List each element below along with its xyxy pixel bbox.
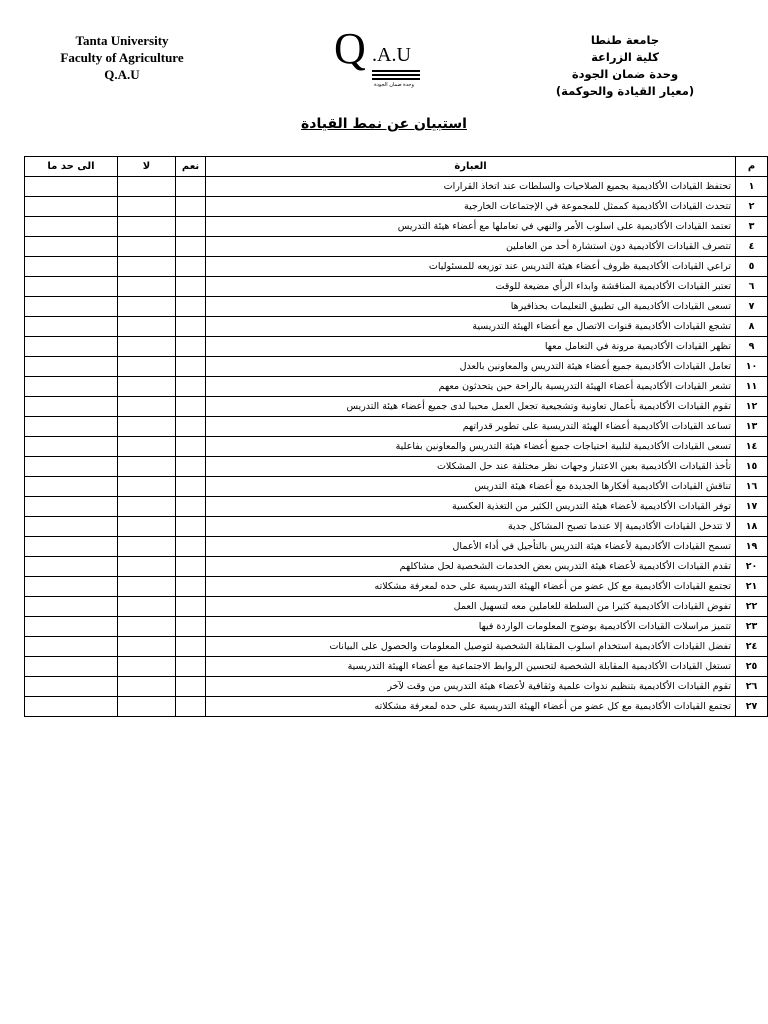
answer-somewhat-cell[interactable] [25, 237, 118, 257]
table-row [25, 337, 768, 357]
logo-q-letter: Q [334, 24, 366, 73]
answer-no-cell[interactable] [118, 257, 176, 277]
answer-yes-cell[interactable] [176, 417, 206, 437]
table-row [25, 677, 768, 697]
row-statement: تساعد القيادات الأكاديمية أعضاء الهيئة التدريسية على تطوير قدراتهم [206, 417, 736, 437]
row-statement: تسعى القيادات الأكاديمية الى تطبيق التعليمات بحذافيرها [206, 297, 736, 317]
logo-au-letters: .A.U [372, 44, 411, 66]
row-statement: تقدم القيادات الأكاديمية لأعضاء هيئة التدريس بعض الخدمات الشخصية لحل مشاكلهم [206, 557, 736, 577]
answer-somewhat-cell[interactable] [25, 257, 118, 277]
table-row [25, 617, 768, 637]
answer-no-cell[interactable] [118, 377, 176, 397]
university-name-ar: جامعة طنطا [590, 33, 660, 47]
row-statement: تظهر القيادات الأكاديمية مرونة في التعامل معها [206, 337, 736, 357]
table-row [25, 317, 768, 337]
answer-no-cell[interactable] [118, 677, 176, 697]
row-statement: تعتبر القيادات الأكاديمية المناقشة وابداء الرأي مضيعة للوقت [206, 277, 736, 297]
header-no: لا [118, 157, 176, 177]
answer-yes-cell[interactable] [176, 497, 206, 517]
table-row [25, 557, 768, 577]
answer-no-cell[interactable] [118, 617, 176, 637]
answer-no-cell[interactable] [118, 597, 176, 617]
row-statement: تتحدث القيادات الأكاديمية كممثل للمجموعة في الإجتماعات الخارجية [206, 197, 736, 217]
answer-somewhat-cell[interactable] [25, 617, 118, 637]
answer-yes-cell[interactable] [176, 657, 206, 677]
header-num: م [736, 157, 768, 177]
logo-rule-2 [372, 74, 420, 76]
row-statement: تعامل القيادات الأكاديمية جميع أعضاء هيئة التدريس والمعاونين بالعدل [206, 357, 736, 377]
answer-no-cell[interactable] [118, 197, 176, 217]
answer-yes-cell[interactable] [176, 357, 206, 377]
answer-no-cell[interactable] [118, 537, 176, 557]
answer-yes-cell[interactable] [176, 397, 206, 417]
table-row [25, 257, 768, 277]
row-number: ٢٠ [736, 557, 768, 577]
row-statement: تتصرف القيادات الأكاديمية دون استشارة أحد من العاملين [206, 237, 736, 257]
table-row [25, 537, 768, 557]
table-row [25, 197, 768, 217]
table-row [25, 177, 768, 197]
answer-somewhat-cell[interactable] [25, 217, 118, 237]
answer-no-cell[interactable] [118, 637, 176, 657]
answer-yes-cell[interactable] [176, 457, 206, 477]
table-row [25, 417, 768, 437]
table-row [25, 297, 768, 317]
row-statement: تفضل القيادات الأكاديمية استخدام اسلوب المقابلة الشخصية لتوصيل المعلومات والحصول على البيانات [206, 637, 736, 657]
row-statement: لا تتدخل القيادات الأكاديمية إلا عندما تصبح المشاكل جدية [206, 517, 736, 537]
answer-somewhat-cell[interactable] [25, 277, 118, 297]
answer-somewhat-cell[interactable] [25, 437, 118, 457]
row-statement: تقوم القيادات الأكاديمية بأعمال تعاونية وتشجيعية تجعل العمل محببا لدى جميع أعضاء هيئة التدريس [206, 397, 736, 417]
answer-somewhat-cell[interactable] [25, 337, 118, 357]
standard-name-ar: (معيار القيادة والحوكمة) [555, 84, 695, 98]
row-number: ١٠ [736, 357, 768, 377]
row-number: ٢٣ [736, 617, 768, 637]
table-row [25, 577, 768, 597]
row-statement: تناقش القيادات الأكاديمية أفكارها الجديدة مع أعضاء هيئة التدريس [206, 477, 736, 497]
answer-somewhat-cell[interactable] [25, 597, 118, 617]
answer-no-cell[interactable] [118, 577, 176, 597]
table-row [25, 517, 768, 537]
answer-yes-cell[interactable] [176, 237, 206, 257]
answer-no-cell[interactable] [118, 397, 176, 417]
logo-rule-1 [372, 70, 420, 72]
answer-somewhat-cell[interactable] [25, 657, 118, 677]
row-statement: تسمح القيادات الأكاديمية لأعضاء هيئة التدريس بالتأجيل في أداء الأعمال [206, 537, 736, 557]
answer-no-cell[interactable] [118, 657, 176, 677]
row-statement: توفر القيادات الأكاديمية لأعضاء هيئة التدريس الكثير من التغذية العكسية [206, 497, 736, 517]
header-statement: العبارة [206, 157, 736, 177]
university-header-ar [550, 32, 700, 100]
row-number: ٤ [736, 237, 768, 257]
table-row [25, 497, 768, 517]
row-number: ١٥ [736, 457, 768, 477]
answer-somewhat-cell[interactable] [25, 457, 118, 477]
answer-yes-cell[interactable] [176, 437, 206, 457]
faculty-name-en: Faculty of Agriculture [60, 50, 184, 65]
row-number: ١ [736, 177, 768, 197]
answer-yes-cell[interactable] [176, 557, 206, 577]
row-statement: تتميز مراسلات القيادات الأكاديمية بوضوح المعلومات الواردة فيها [206, 617, 736, 637]
answer-yes-cell[interactable] [176, 337, 206, 357]
row-number: ٧ [736, 297, 768, 317]
header-yes: نعم [176, 157, 206, 177]
answer-somewhat-cell[interactable] [25, 517, 118, 537]
answer-somewhat-cell[interactable] [25, 177, 118, 197]
row-number: ٢٥ [736, 657, 768, 677]
survey-table [24, 156, 768, 717]
answer-no-cell[interactable] [118, 557, 176, 577]
answer-somewhat-cell[interactable] [25, 557, 118, 577]
table-row [25, 457, 768, 477]
faculty-name-ar: كلية الزراعة [591, 50, 659, 64]
answer-yes-cell[interactable] [176, 317, 206, 337]
answer-somewhat-cell[interactable] [25, 577, 118, 597]
answer-yes-cell[interactable] [176, 477, 206, 497]
answer-no-cell[interactable] [118, 437, 176, 457]
row-number: ٢٦ [736, 677, 768, 697]
row-statement: تجتمع القيادات الأكاديمية مع كل عضو من أعضاء الهيئة التدريسية على حده لمعرفة مشكلاته [206, 577, 736, 597]
answer-no-cell[interactable] [118, 337, 176, 357]
answer-no-cell[interactable] [118, 297, 176, 317]
answer-yes-cell[interactable] [176, 277, 206, 297]
table-row [25, 377, 768, 397]
answer-somewhat-cell[interactable] [25, 197, 118, 217]
table-row [25, 477, 768, 497]
row-number: ١٩ [736, 537, 768, 557]
answer-yes-cell[interactable] [176, 217, 206, 237]
answer-no-cell[interactable] [118, 217, 176, 237]
row-statement: تشجع القيادات الأكاديمية قنوات الاتصال مع أعضاء الهيئة التدريسية [206, 317, 736, 337]
table-row [25, 597, 768, 617]
logo-subtitle: وحدة ضمان الجودة [374, 82, 414, 88]
answer-somewhat-cell[interactable] [25, 637, 118, 657]
answer-somewhat-cell[interactable] [25, 677, 118, 697]
unit-name-en: Q.A.U [104, 67, 140, 82]
answer-somewhat-cell[interactable] [25, 497, 118, 517]
table-row [25, 277, 768, 297]
university-name-en: Tanta University [75, 33, 169, 48]
answer-yes-cell[interactable] [176, 197, 206, 217]
answer-somewhat-cell[interactable] [25, 297, 118, 317]
row-number: ٨ [736, 317, 768, 337]
answer-somewhat-cell[interactable] [25, 357, 118, 377]
table-header-row [25, 157, 768, 177]
row-statement: تقوم القيادات الأكاديمية بتنظيم ندوات علمية وثقافية لأعضاء هيئة التدريس من وقت لآخر [206, 677, 736, 697]
row-number: ٢١ [736, 577, 768, 597]
row-number: ١٦ [736, 477, 768, 497]
row-number: ٥ [736, 257, 768, 277]
table-row [25, 637, 768, 657]
answer-yes-cell[interactable] [176, 617, 206, 637]
page-title: استبيان عن نمط القيادة [301, 116, 467, 132]
row-number: ٩ [736, 337, 768, 357]
answer-yes-cell[interactable] [176, 257, 206, 277]
university-header-en [48, 32, 196, 83]
answer-no-cell[interactable] [118, 317, 176, 337]
answer-yes-cell[interactable] [176, 297, 206, 317]
row-statement: تستغل القيادات الأكاديمية المقابلة الشخصية لتحسين الروابط الاجتماعية مع أعضاء الهيئة التدريسية [206, 657, 736, 677]
row-number: ١٢ [736, 397, 768, 417]
row-statement: تفوض القيادات الأكاديمية كثيرا من السلطة للعاملين معه لتسهيل العمل [206, 597, 736, 617]
row-number: ٢ [736, 197, 768, 217]
header-somewhat: الى حد ما [25, 157, 118, 177]
survey-body [25, 177, 768, 717]
answer-no-cell[interactable] [118, 697, 176, 717]
row-statement: تجتمع القيادات الأكاديمية مع كل عضو من أعضاء الهيئة التدريسية على حده لمعرفة مشكلاته [206, 697, 736, 717]
table-row [25, 217, 768, 237]
answer-yes-cell[interactable] [176, 597, 206, 617]
row-number: ٢٤ [736, 637, 768, 657]
row-number: ١٤ [736, 437, 768, 457]
row-statement: تعتمد القيادات الأكاديمية على اسلوب الأمر والنهي في تعاملها مع أعضاء هيئة التدريس [206, 217, 736, 237]
row-number: ٣ [736, 217, 768, 237]
row-number: ٢٢ [736, 597, 768, 617]
table-row [25, 237, 768, 257]
row-number: ١٧ [736, 497, 768, 517]
table-row [25, 397, 768, 417]
row-statement: تشعر القيادات الأكاديمية أعضاء الهيئة التدريسية بالراحة حين يتحدثون معهم [206, 377, 736, 397]
table-row [25, 357, 768, 377]
answer-somewhat-cell[interactable] [25, 397, 118, 417]
answer-no-cell[interactable] [118, 477, 176, 497]
row-number: ١٨ [736, 517, 768, 537]
answer-somewhat-cell[interactable] [25, 417, 118, 437]
row-number: ١٣ [736, 417, 768, 437]
answer-yes-cell[interactable] [176, 677, 206, 697]
answer-no-cell[interactable] [118, 497, 176, 517]
answer-yes-cell[interactable] [176, 177, 206, 197]
table-row [25, 657, 768, 677]
answer-no-cell[interactable] [118, 457, 176, 477]
answer-no-cell[interactable] [118, 277, 176, 297]
table-row [25, 437, 768, 457]
answer-somewhat-cell[interactable] [25, 317, 118, 337]
row-statement: تأخذ القيادات الأكاديمية بعين الاعتبار وجهات نظر مختلفة عند حل المشكلات [206, 457, 736, 477]
answer-no-cell[interactable] [118, 357, 176, 377]
answer-no-cell[interactable] [118, 517, 176, 537]
answer-yes-cell[interactable] [176, 637, 206, 657]
answer-somewhat-cell[interactable] [25, 377, 118, 397]
unit-name-ar: وحدة ضمان الجودة [571, 67, 679, 81]
answer-yes-cell[interactable] [176, 377, 206, 397]
row-number: ٦ [736, 277, 768, 297]
answer-somewhat-cell[interactable] [25, 537, 118, 557]
table-row [25, 697, 768, 717]
row-statement: تسعى القيادات الأكاديمية لتلبية احتياجات جميع أعضاء هيئة التدريس والمعاونين بفاعلية [206, 437, 736, 457]
answer-no-cell[interactable] [118, 417, 176, 437]
row-statement: تراعي القيادات الأكاديمية ظروف أعضاء هيئة التدريس عند توزيعه للمسئوليات [206, 257, 736, 277]
answer-yes-cell[interactable] [176, 517, 206, 537]
answer-no-cell[interactable] [118, 237, 176, 257]
answer-somewhat-cell[interactable] [25, 477, 118, 497]
answer-yes-cell[interactable] [176, 537, 206, 557]
answer-no-cell[interactable] [118, 177, 176, 197]
qau-logo [334, 26, 424, 96]
answer-yes-cell[interactable] [176, 577, 206, 597]
answer-somewhat-cell[interactable] [25, 697, 118, 717]
row-statement: تحتفظ القيادات الأكاديمية بجميع الصلاحيات والسلطات عند اتخاذ القرارات [206, 177, 736, 197]
logo-rule-3 [372, 78, 420, 80]
row-number: ٢٧ [736, 697, 768, 717]
answer-yes-cell[interactable] [176, 697, 206, 717]
row-number: ١١ [736, 377, 768, 397]
